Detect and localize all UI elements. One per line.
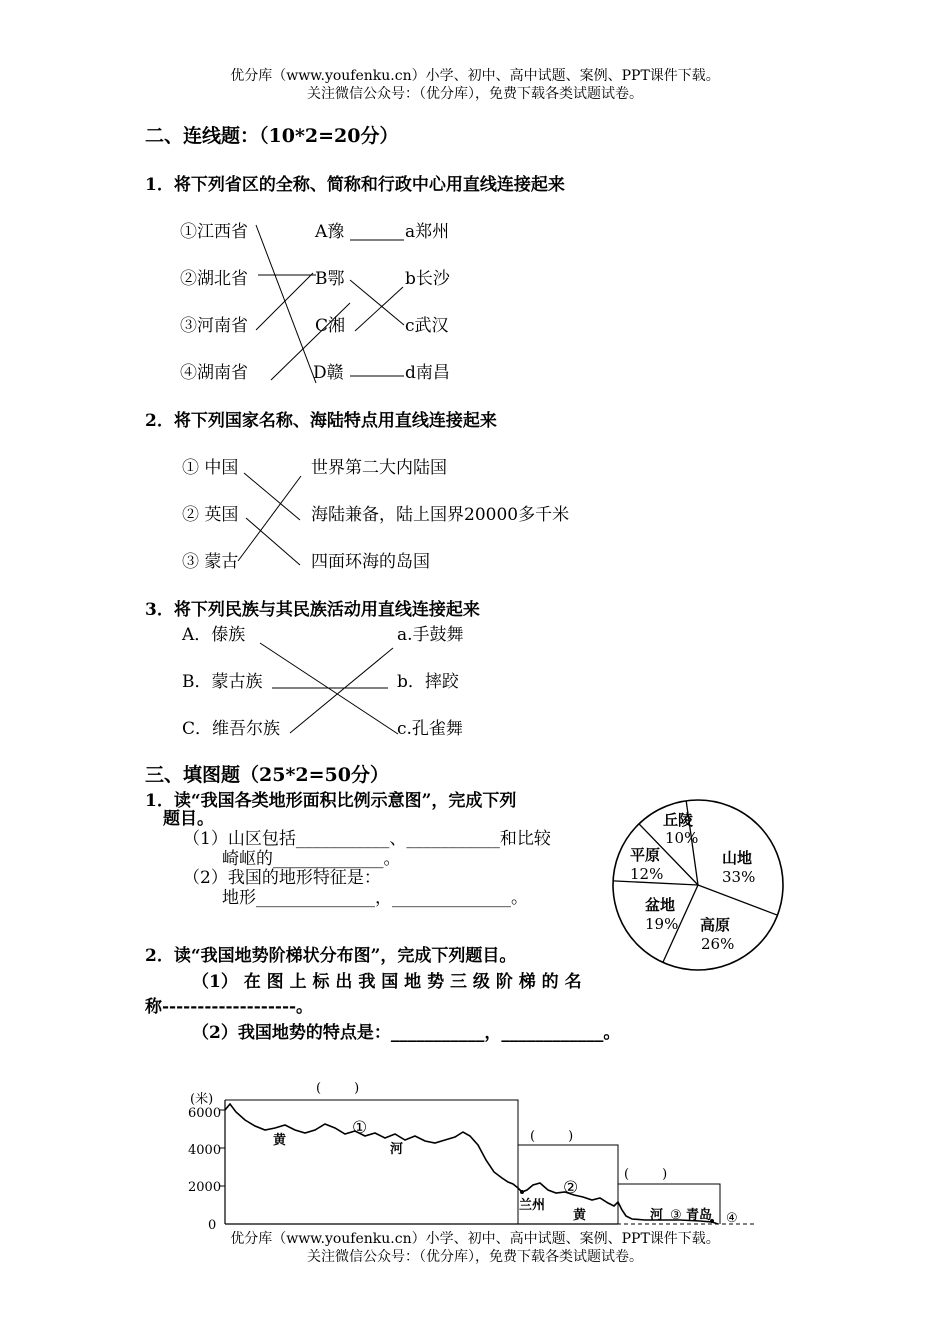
q2-right-3: 四面环海的岛国 <box>311 552 430 572</box>
q2-left-2: ② 英国 <box>182 505 239 525</box>
q1-right-3: c武汉 <box>405 316 449 336</box>
pie-label-qiuling: 丘陵 <box>663 811 694 829</box>
q2-left-3: ③ 蒙古 <box>182 552 239 572</box>
pie-pct-gaoyuan: 26% <box>701 935 735 953</box>
profile-tick-6000: 6000 <box>188 1106 222 1121</box>
q3-right-2: b．摔跤 <box>397 672 459 692</box>
circle-1: ① <box>352 1118 368 1138</box>
q3-title: 3．将下列民族与其民族活动用直线连接起来 <box>145 600 480 620</box>
q1-mid-4: D赣 <box>313 363 344 383</box>
footer-line-2: 关注微信公众号：（优分库），免费下载各类试题试卷。 <box>307 1249 643 1265</box>
q2-right-2: 海陆兼备，陆上国界20000多千米 <box>311 505 570 525</box>
q1-right-4: d南昌 <box>405 363 450 383</box>
s3-q2-line3: 称-------------------。 <box>145 997 314 1017</box>
pie-pct-qiuling: 10% <box>665 829 699 847</box>
q1-mid-1: A豫 <box>315 222 345 242</box>
section-3-title: 三、填图题（25*2=50分） <box>145 764 389 786</box>
q1-line-henan-yu <box>256 273 313 330</box>
label-lanzhou: 兰州 <box>519 1198 546 1213</box>
q2-left-1: ① 中国 <box>182 458 239 478</box>
section-2-title: 二、连线题：（10*2=20分） <box>145 125 399 147</box>
s3-q1-line2: 题目。 <box>163 809 214 829</box>
q2-line-mongolia <box>238 476 301 561</box>
q1-left-3: ③河南省 <box>180 316 248 336</box>
q3-left-2: B．蒙古族 <box>182 672 263 692</box>
s3-q2-line4: （2）我国地势的特点是：___________，____________。 <box>192 1023 621 1043</box>
s3-q1-line6: 地形______________，______________。 <box>222 888 528 908</box>
q1-mid-3: C湘 <box>315 316 346 336</box>
step-3-blank: ( ) <box>624 1167 668 1182</box>
q2-right-1: 世界第二大内陆国 <box>311 458 447 478</box>
profile-unit: (米) <box>190 1092 214 1107</box>
q1-left-4: ④湖南省 <box>180 363 248 383</box>
profile-steps <box>225 1100 720 1224</box>
circle-3: ③ <box>670 1208 682 1223</box>
s3-q2-line1: 2．读“我国地势阶梯状分布图”，完成下列题目。 <box>145 946 517 966</box>
q1-mid-2: B鄂 <box>315 269 345 289</box>
step-1-blank: ( ) <box>316 1081 360 1096</box>
q1-connection-lines <box>256 225 404 383</box>
q1-left-1: ①江西省 <box>180 222 248 242</box>
profile-tick-4000: 4000 <box>188 1143 222 1158</box>
q1-right-2: b长沙 <box>405 269 450 289</box>
step-1-box <box>225 1100 518 1224</box>
circle-4: ④ <box>726 1211 738 1226</box>
q2-line-uk <box>246 518 300 565</box>
pie-pct-shandi: 33% <box>722 868 756 886</box>
q3-right-3: c.孔雀舞 <box>397 719 463 739</box>
label-he-1: 河 <box>390 1142 404 1157</box>
pie-label-shandi: 山地 <box>722 849 753 867</box>
s3-q2-line2: （1） 在 图 上 标 出 我 国 地 势 三 级 阶 梯 的 名 <box>192 972 582 992</box>
label-qingdao: 青岛 <box>686 1208 713 1223</box>
q2-connection-lines <box>238 473 301 565</box>
circle-2: ② <box>563 1178 579 1198</box>
q2-title: 2．将下列国家名称、海陆特点用直线连接起来 <box>145 411 497 431</box>
q3-left-3: C．维吾尔族 <box>182 719 281 739</box>
label-huang-2: 黄 <box>573 1208 587 1223</box>
q1-line-e-wuhan <box>350 280 404 325</box>
pie-label-gaoyuan: 高原 <box>700 916 731 934</box>
s3-q1-line3: （1）山区包括___________、___________和比较 <box>183 829 551 849</box>
q3-right-1: a.手鼓舞 <box>397 625 464 645</box>
lanzhou-dot <box>520 1190 524 1194</box>
profile-tick-2000: 2000 <box>188 1180 222 1195</box>
step-2-blank: ( ) <box>530 1129 574 1144</box>
terrain-profile-line <box>225 1104 718 1224</box>
header-line-2: 关注微信公众号：（优分库），免费下载各类试题试卷。 <box>307 86 643 102</box>
pie-pct-pendi: 19% <box>645 915 679 933</box>
q1-right-1: a郑州 <box>405 222 450 242</box>
pie-label-pendi: 盆地 <box>645 896 676 914</box>
s3-q1-line4: 崎岖的_____________。 <box>222 849 401 869</box>
q3-connection-lines <box>260 643 398 734</box>
q1-title: 1．将下列省区的全称、简称和行政中心用直线连接起来 <box>145 175 565 195</box>
header-line-1: 优分库（www.youfenku.cn）小学、初中、高中试题、案例、PPT课件下载。 <box>230 68 720 84</box>
label-he-2: 河 <box>650 1208 664 1223</box>
profile-tick-0: 0 <box>208 1218 217 1233</box>
q1-left-2: ②湖北省 <box>180 269 248 289</box>
label-huang-1: 黄 <box>273 1133 287 1148</box>
s3-q1-line5: （2）我国的地形特征是： <box>183 868 381 888</box>
terrain-pie-chart <box>613 800 783 970</box>
pie-label-pingyuan: 平原 <box>630 846 661 864</box>
q1-line-jiangxi-gan <box>256 225 316 383</box>
footer-line-1: 优分库（www.youfenku.cn）小学、初中、高中试题、案例、PPT课件下载。 <box>230 1231 720 1247</box>
q3-left-1: A．傣族 <box>182 625 246 645</box>
pie-pct-pingyuan: 12% <box>630 865 664 883</box>
q1-line-xiang-changsha <box>355 287 403 331</box>
q2-line-china <box>244 473 300 520</box>
s3-q1-line1: 1．读“我国各类地形面积比例示意图”，完成下列 <box>145 791 517 811</box>
